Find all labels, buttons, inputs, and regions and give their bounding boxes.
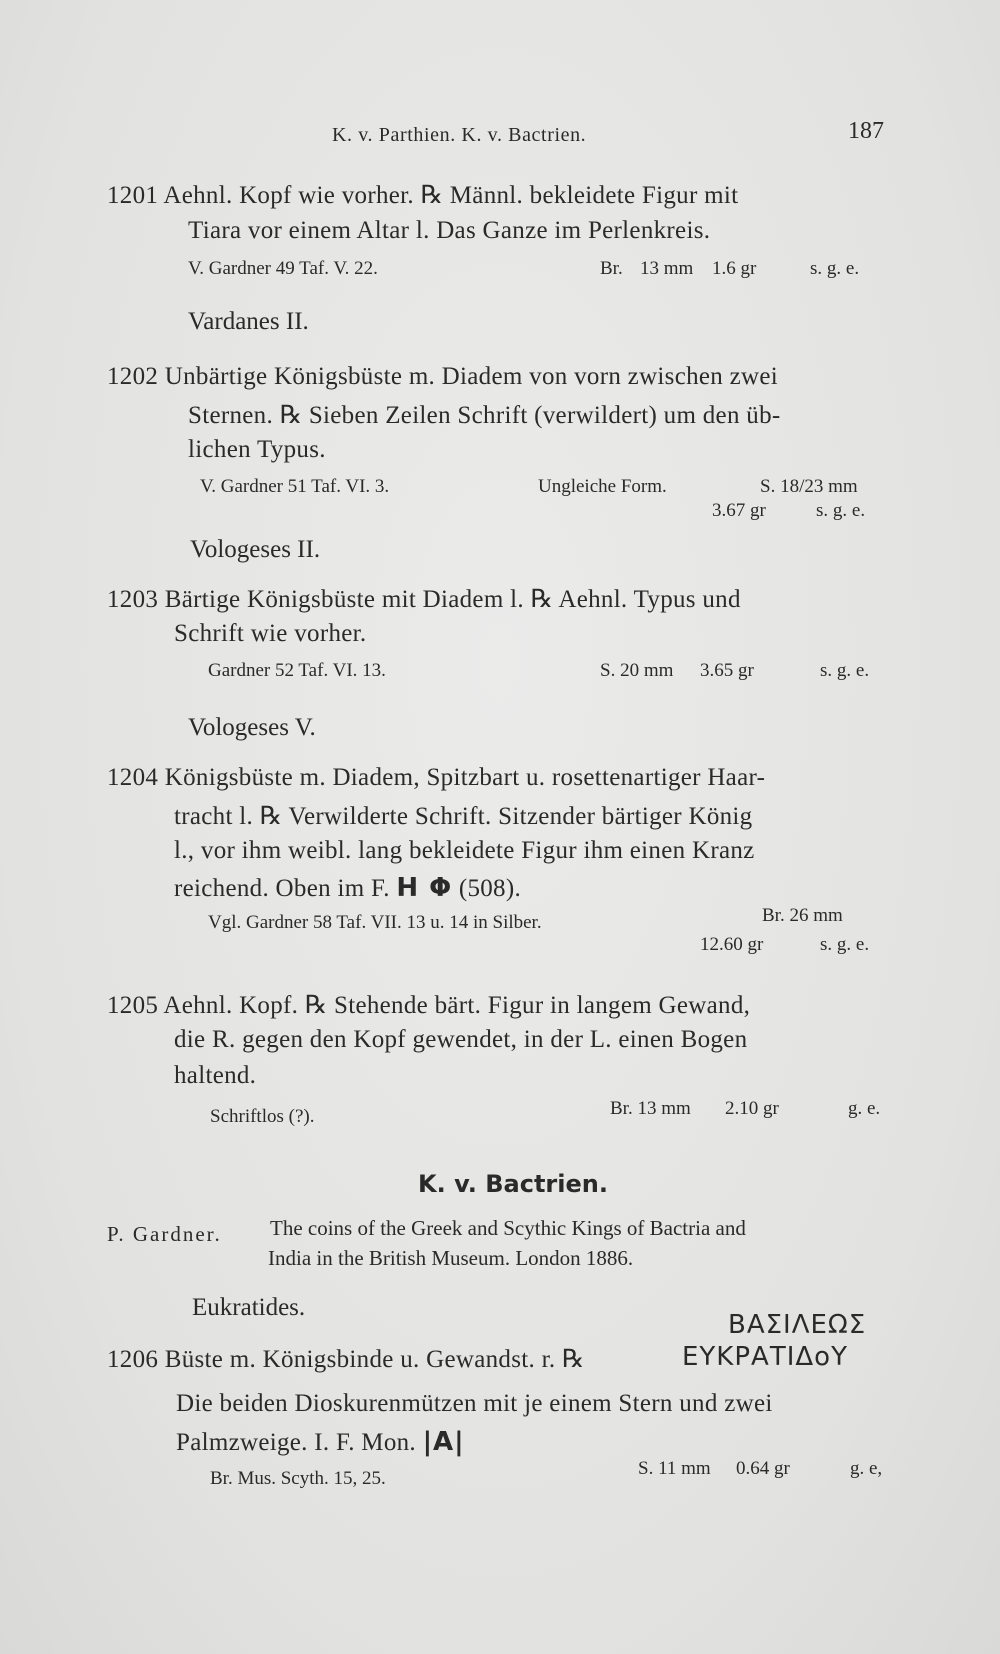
note: Ungleiche Form.: [538, 476, 667, 497]
bibliography-author: P. Gardner.: [107, 1222, 222, 1246]
reference: V. Gardner 49 Taf. V. 22.: [188, 258, 378, 279]
bibliography-text: The coins of the Greek and Scythic Kings of Bactria and: [270, 1216, 746, 1240]
bibliography-text: India in the British Museum. London 1886.: [268, 1246, 634, 1270]
entry-text-line: [174, 873, 521, 903]
monogram: |A|: [422, 1427, 465, 1457]
metal: Br.: [600, 258, 623, 279]
entry-text-line: 1201 Aehnl. Kopf wie vorher. ℞ Männl. bekleidete Figur mit: [107, 182, 739, 209]
section-title: K. v. Bactrien.: [418, 1170, 608, 1198]
ruler-heading: Vologeses V.: [188, 714, 316, 741]
greek-legend: ΒΑΣΙΛΕΩΣ: [728, 1310, 867, 1340]
rarity: s. g. e.: [820, 660, 870, 681]
rarity: g. e,: [850, 1458, 883, 1479]
size: S. 20 mm: [600, 660, 674, 681]
entry-text-line: Die beiden Dioskurenmützen mit je einem Stern und zwei: [176, 1390, 773, 1417]
weight: 2.10 gr: [725, 1098, 779, 1119]
entry-text-line: Tiara vor einem Altar l. Das Ganze im Perlenkreis.: [188, 217, 711, 244]
monogram: Η Φ: [396, 873, 453, 903]
reference: V. Gardner 51 Taf. VI. 3.: [200, 476, 390, 497]
entry-text-line: Sternen. ℞ Sieben Zeilen Schrift (verwildert) um den üb-: [188, 402, 781, 429]
reference: Gardner 52 Taf. VI. 13.: [208, 660, 386, 681]
entry-text: (508).: [458, 875, 522, 902]
size: S. 11 mm: [638, 1458, 711, 1479]
entry-text-line: 1202 Unbärtige Königsbüste m. Diadem von vorn zwischen zwei: [107, 363, 779, 390]
rarity: g. e.: [848, 1098, 881, 1119]
entry-text-line: [176, 1427, 465, 1457]
entry-text: reichend. Oben im F.: [174, 875, 390, 902]
weight: 1.6 gr: [712, 258, 757, 279]
entry-text-line: 1203 Bärtige Königsbüste mit Diadem l. ℞ Aehnl. Typus und: [107, 586, 741, 613]
rarity: s. g. e.: [820, 934, 870, 955]
size: S. 18/23 mm: [760, 476, 858, 497]
page-number: 187: [848, 118, 884, 144]
reference: Schriftlos (?).: [210, 1106, 315, 1127]
entry-text: Palmzweige. I. F. Mon.: [176, 1429, 416, 1456]
entry-text-line: tracht l. ℞ Verwilderte Schrift. Sitzender bärtiger König: [174, 803, 753, 830]
ruler-heading: Vologeses II.: [190, 536, 321, 563]
weight: 3.67 gr: [712, 500, 766, 521]
greek-legend: ΕΥΚΡΑΤΙΔοΥ: [682, 1342, 848, 1372]
entry-text-line: haltend.: [174, 1062, 257, 1089]
weight: 0.64 gr: [736, 1458, 790, 1479]
ruler-heading: Eukratides.: [192, 1294, 306, 1321]
entry-text-line: 1205 Aehnl. Kopf. ℞ Stehende bärt. Figur in langem Gewand,: [107, 992, 751, 1019]
size: Br. 13 mm: [610, 1098, 691, 1119]
entry-text-line: l., vor ihm weibl. lang bekleidete Figur ihm einen Kranz: [174, 837, 755, 864]
entry-text-line: lichen Typus.: [188, 436, 326, 463]
rarity: s. g. e.: [810, 258, 860, 279]
ruler-heading: Vardanes II.: [188, 308, 309, 335]
rarity: s. g. e.: [816, 500, 866, 521]
weight: 3.65 gr: [700, 660, 754, 681]
entry-text-line: Schrift wie vorher.: [174, 620, 367, 647]
size: Br. 26 mm: [762, 905, 843, 926]
reference: Br. Mus. Scyth. 15, 25.: [210, 1468, 386, 1489]
running-title: K. v. Parthien. K. v. Bactrien.: [332, 124, 587, 146]
weight: 12.60 gr: [700, 934, 764, 955]
entry-text-line: die R. gegen den Kopf gewendet, in der L. einen Bogen: [174, 1026, 748, 1053]
entry-text-line: 1206 Büste m. Königsbinde u. Gewandst. r. ℞: [107, 1346, 585, 1373]
size: 13 mm: [640, 258, 694, 279]
reference: Vgl. Gardner 58 Taf. VII. 13 u. 14 in Silber.: [208, 912, 542, 933]
entry-text-line: 1204 Königsbüste m. Diadem, Spitzbart u. rosettenartiger Haar-: [107, 764, 766, 791]
